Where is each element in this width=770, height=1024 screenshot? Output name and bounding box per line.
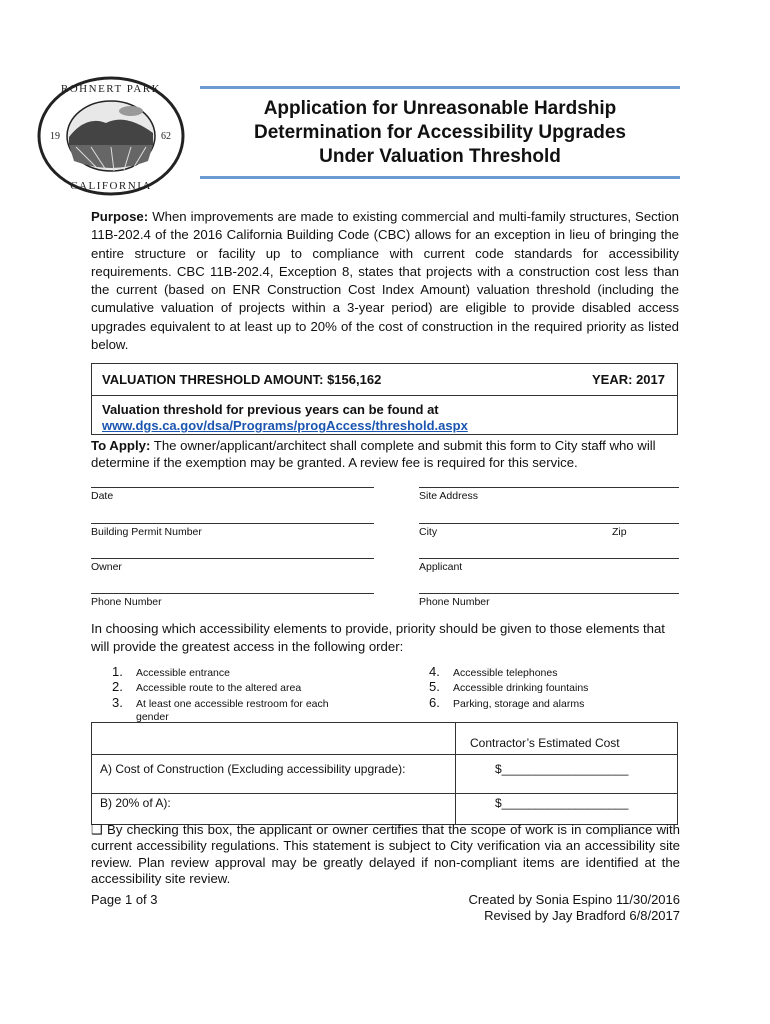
cost-a-input[interactable]: $___________________ — [495, 762, 629, 776]
priority-list-right — [429, 664, 679, 714]
date-label: Date — [91, 490, 114, 502]
priority-num: 5. — [429, 679, 440, 694]
city-label: City — [419, 526, 438, 538]
page-title: Application for Unreasonable Hardship Determination for Accessibility Upgrades Under Valuation Threshold — [253, 98, 626, 167]
owner-phone-label: Phone Number — [91, 596, 162, 608]
priority-item: At least one accessible restroom for each gender — [136, 698, 329, 723]
priority-intro: In choosing which accessibility elements to provide, priority should be given to those elements that will provide the greatest access in the following order: — [91, 621, 665, 654]
purpose-text: When improvements are made to existing commercial and multi-family structures, Section 11B-202.4 of the 2016 California Building Code (CBC) allows for an exception in lieu of bringing the entire structure or facility up to compliance with current code standards for accessibility requirements. CBC 11B-202.4, Exception 8, states that projects with a construction cost less than the current (based on ENR Construction Cost Index Amount) valuation threshold (including the cumulative valuation of projects within a 3-year period) are eligible to provide disabled access upgrades equivalent to at least up to 20% of the cost of construction in the required priority as listed below. — [91, 209, 680, 353]
page-number: Page 1 of 3 — [91, 892, 158, 907]
priority-num: 6. — [429, 695, 440, 710]
cost-table — [91, 722, 678, 825]
priority-num: 1. — [112, 664, 123, 679]
priority-num: 4. — [429, 664, 440, 679]
revision-info — [450, 892, 680, 924]
cost-table-column-divider — [455, 723, 456, 824]
applicant-field[interactable] — [419, 558, 679, 559]
purpose-paragraph — [91, 208, 679, 354]
threshold-year: YEAR: 2017 — [592, 372, 665, 387]
permit-label: Building Permit Number — [91, 526, 202, 538]
cost-header: Contractor’s Estimated Cost — [470, 736, 620, 750]
owner-label: Owner — [91, 561, 122, 573]
certify-checkbox[interactable]: ❑ — [91, 822, 103, 837]
threshold-box — [91, 363, 678, 435]
threshold-link[interactable]: www.dgs.ca.gov/dsa/Programs/progAccess/threshold.aspx — [102, 418, 468, 433]
priority-item: Accessible route to the altered area — [136, 682, 302, 694]
revised-by: Revised by Jay Bradford 6/8/2017 — [484, 908, 680, 923]
title-bottom-rule — [200, 176, 680, 179]
threshold-divider — [92, 395, 677, 396]
city-seal-logo — [36, 75, 186, 197]
owner-phone-field[interactable] — [91, 593, 374, 594]
title-top-rule — [200, 86, 680, 89]
priority-item: Accessible entrance — [136, 667, 230, 679]
apply-paragraph — [91, 437, 681, 471]
priority-item: Accessible drinking fountains — [453, 682, 589, 694]
created-by: Created by Sonia Espino 11/30/2016 — [468, 892, 680, 907]
cost-table-row-divider — [92, 754, 677, 755]
city-zip-field[interactable] — [419, 523, 679, 524]
certify-text: By checking this box, the applicant or owner certifies that the scope of work is in compliance with current accessibility regulations. This statement is subject to City verification via an accessibility site review. Plan review approval may be greatly delayed if non-compliant items are identified at the accessibility site review. — [91, 822, 680, 886]
applicant-label: Applicant — [419, 561, 463, 573]
cost-table-row-divider — [92, 793, 677, 794]
certify-paragraph — [91, 822, 680, 887]
purpose-label: Purpose: — [91, 209, 149, 224]
site-address-field[interactable] — [419, 487, 679, 488]
priority-num: 2. — [112, 679, 123, 694]
date-field[interactable] — [91, 487, 374, 488]
priority-list-left — [112, 664, 392, 724]
svg-text:62: 62 — [161, 131, 171, 142]
owner-field[interactable] — [91, 558, 374, 559]
threshold-amount: VALUATION THRESHOLD AMOUNT: $156,162 — [102, 372, 382, 387]
svg-text:19: 19 — [50, 131, 60, 142]
priority-item: Accessible telephones — [453, 667, 558, 679]
permit-field[interactable] — [91, 523, 374, 524]
cost-row-a-label: A) Cost of Construction (Excluding accessibility upgrade): — [100, 762, 406, 776]
applicant-phone-field[interactable] — [419, 593, 679, 594]
previous-years-text: Valuation threshold for previous years can be found at — [102, 402, 439, 417]
apply-label: To Apply: — [91, 438, 151, 453]
site-address-label: Site Address — [419, 490, 478, 502]
zip-label: Zip — [612, 526, 627, 538]
apply-text: The owner/applicant/architect shall complete and submit this form to City staff who will determine if the exemption may be granted. A review fee is required for this service. — [91, 438, 656, 470]
svg-text:CALIFORNIA: CALIFORNIA — [70, 180, 152, 192]
cost-b-input[interactable]: $___________________ — [495, 796, 629, 810]
cost-row-b-label: B) 20% of A): — [100, 796, 171, 810]
svg-text:ROHNERT PARK: ROHNERT PARK — [60, 83, 162, 95]
applicant-phone-label: Phone Number — [419, 596, 490, 608]
priority-item: Parking, storage and alarms — [453, 698, 585, 710]
priority-num: 3. — [112, 695, 123, 710]
